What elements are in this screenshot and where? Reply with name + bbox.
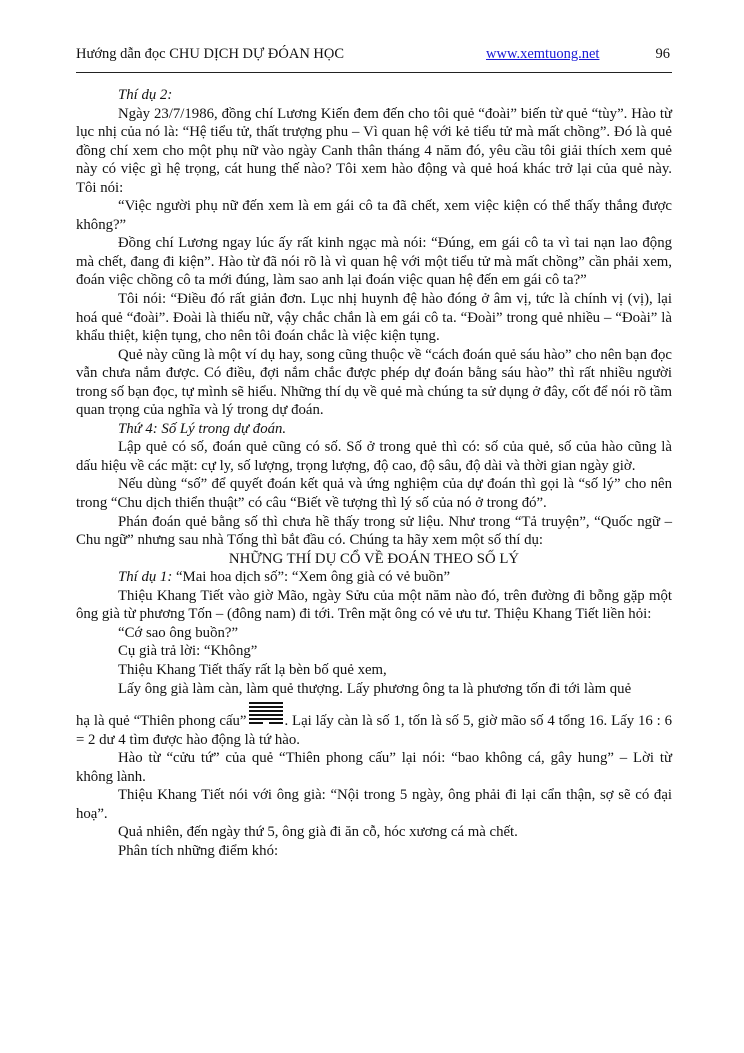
paragraph: Thiệu Khang Tiết nói với ông già: “Nội trong 5 ngày, ông phải đi lại cẩn thận, sợ sẽ có đại hoạ”. [76, 787, 672, 822]
paragraph: Ngày 23/7/1986, đồng chí Lương Kiến đem đến cho tôi quẻ “đoài” biến từ quẻ “tùy”. Hào từ lục nhị của nó là: “Hệ tiểu tử, thất trượng phu – Vì quan hệ với kẻ tiểu tử mà mất chồng”. Đó là quẻ đồng chí xem cho một phụ nữ vào ngày Canh thân tháng 4 năm đó, yêu cầu tôi giải thích xem quẻ này có việc gì hệ trọng, cát hung thế nào? Tôi xem hào động và quẻ hoá khác trở lại của quẻ này. Tôi nói: [76, 105, 672, 196]
paragraph: Phán đoán quẻ bằng số thì chưa hề thấy trong sử liệu. Như trong “Tả truyện”, “Quốc ngữ – Chu ngữ” nhưng sau nhà Tống thì bắt đầu có. Chúng ta hãy xem một số thí dụ: [76, 513, 672, 549]
paragraph: Hào từ “cửu tứ” của quẻ “Thiên phong cấu” lại nói: “bao không cá, gây hung” – Lời từ không lành. [76, 750, 672, 785]
page-number: 96 [655, 46, 670, 62]
paragraph: Quả nhiên, đến ngày thứ 5, ông già đi ăn cỗ, hóc xương cá mà chết. [118, 824, 518, 841]
example-label: Thí dụ 2: [118, 87, 173, 103]
section-label: Thứ 4: Số Lý trong dự đoán. [118, 420, 287, 437]
page-header [76, 46, 672, 68]
paragraph: Lấy ông già làm càn, làm quẻ thượng. Lấy phương ông ta là phương tốn đi tới làm quẻ [118, 680, 632, 697]
example-label: Thí dụ 1: [118, 569, 173, 586]
paragraph: “Cớ sao ông buồn?” [118, 624, 239, 641]
page-body [76, 86, 672, 860]
paragraph: Lập quẻ có số, đoán quẻ cũng có số. Số ở trong quẻ thì có: số của quẻ, số của hào cũng là dấu hiệu về các mặt: cự ly, số lượng, trọng lượng, độ cao, độ sâu, độ dài và thời gian ngày giờ. [76, 439, 672, 474]
paragraph: Quẻ này cũng là một ví dụ hay, song cũng thuộc về “cách đoán quẻ sáu hào” cho nên bạn đọc vẫn chưa nắm được. Có điều, đợi nắm chắc được phép dự đoán bằng sáu hào” thì rất nhiều người trong số bạn đọc, tự mình sẽ hiểu. Những thí dụ về quẻ mà chúng ta sử dụng ở đây, cốt để nói rõ tầm quan trọng của nghĩa và lý trong dự đoán. [76, 346, 672, 419]
section-heading: NHỮNG THÍ DỤ CỔ VỀ ĐOÁN THEO SỐ LÝ [228, 550, 520, 567]
paragraph: Phân tích những điểm khó: [118, 842, 279, 859]
paragraph: Tôi nói: “Điều đó rất giản đơn. Lục nhị huynh đệ hào đóng ở âm vị, tức là chính vị (vị), lại hoá quẻ “đoài”. Đoài là thiếu nữ, vậy chắc chắn là em gái cô ta. “Đoài” trong quẻ nhiều – “Đoài” là khẩu thiệt, kiện tụng, cho nên tôi đoán chắc là việc kiện tụng. [76, 291, 672, 345]
book-title: Hướng dẫn đọc CHU DỊCH DỰ ĐÓAN HỌC [76, 46, 345, 62]
example-title: “Mai hoa dịch số”: “Xem ông già có vẻ buồn” [172, 569, 451, 586]
header-divider [76, 72, 672, 73]
website-link[interactable]: www.xemtuong.net [486, 46, 600, 62]
paragraph-text: hạ là quẻ “Thiên phong cấu” [76, 713, 247, 730]
paragraph: Đồng chí Lương ngay lúc ấy rất kinh ngạc mà nói: “Đúng, em gái cô ta vì tai nạn lao động mà chết, đang đi kiện”. Hào từ đã nói rõ là vì quan hệ với một tiểu tử mà mất chồng” cần phải xem, đoán việc chồng cô ta mới đúng, làm sao anh lại đoán việc quan hệ đến em gái cô ta?” [76, 235, 672, 289]
paragraph-text: . Lại lấy càn là số 1, tốn là số 5, giờ mão số 4 tổng 16. Lấy 16 : 6 = 2 dư 4 tìm được hào động là tứ hào. [76, 713, 673, 748]
hexagram-icon [249, 702, 283, 728]
paragraph: Nếu dùng “số” để quyết đoán kết quả và ứng nghiệm của dự đoán thì gọi là “số lý” cho nên trong “Chu dịch thiển thuật” có câu “Biết về tượng thì lý số của nó ở trong đó”. [76, 476, 672, 512]
paragraph: “Việc người phụ nữ đến xem là em gái cô ta đã chết, xem việc kiện có thể thấy thắng được không?” [76, 198, 672, 233]
paragraph [76, 702, 672, 749]
paragraph: Cụ già trả lời: “Không” [118, 643, 258, 660]
paragraph: Thiệu Khang Tiết vào giờ Mão, ngày Sửu của một năm nào đó, trên đường đi bỗng gặp một ông già từ phương Tốn – (đông nam) đi tới. Trên mặt ông có vẻ ưu tư. Thiệu Khang Tiết liền hỏi: [76, 587, 672, 623]
paragraph [76, 568, 672, 587]
paragraph: Thiệu Khang Tiết thấy rất lạ bèn bố quẻ xem, [118, 661, 387, 678]
